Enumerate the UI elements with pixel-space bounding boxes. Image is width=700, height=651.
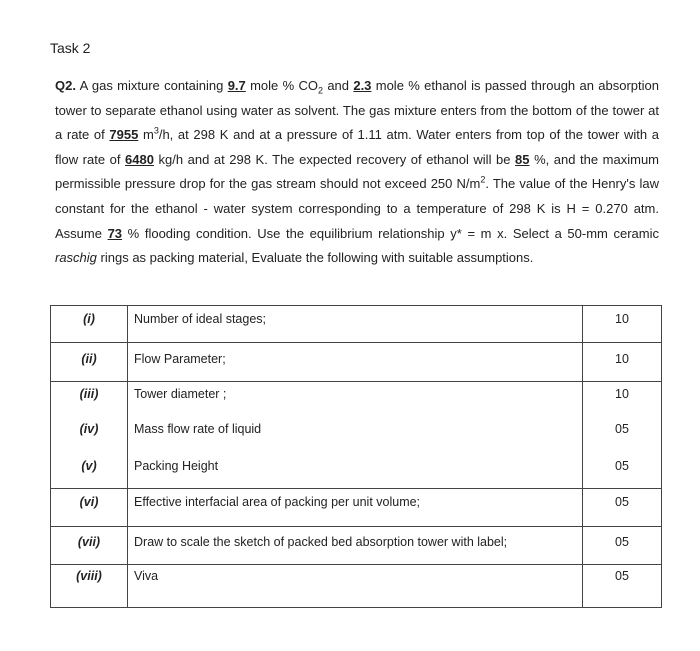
table-row — [51, 565, 662, 608]
table-row — [51, 306, 662, 343]
row-number: (vi) — [51, 489, 128, 527]
row-description: Number of ideal stages; — [128, 306, 583, 343]
row-number: (i) — [51, 306, 128, 343]
row-number: (vii) — [51, 527, 128, 565]
row-marks: 10 — [583, 343, 662, 382]
row-marks: 05 — [583, 527, 662, 565]
task-title: Task 2 — [50, 40, 91, 56]
row-marks: 10 — [583, 382, 662, 416]
table-row — [51, 382, 662, 416]
table-row — [51, 416, 662, 452]
items-table — [50, 305, 662, 608]
flooding-percent: 73 — [107, 225, 123, 241]
ethanol-percent: 2.3 — [353, 78, 372, 93]
row-description: Tower diameter ; — [128, 382, 583, 416]
row-number: (iii) — [51, 382, 128, 416]
row-description: Draw to scale the sketch of packed bed absorption tower with label; — [128, 527, 583, 565]
table-row — [51, 343, 662, 382]
row-marks: 05 — [583, 565, 662, 608]
row-description: Viva — [128, 565, 583, 608]
pressure-drop: 250 — [430, 176, 453, 192]
table-row — [51, 452, 662, 489]
row-description: Packing Height — [128, 452, 583, 489]
question-text: Q2. A gas mixture containing 9.7 mole % $CO_2$ and 2.3 mole % ethanol is passed through an absorption tower to separate ethanol using water as solvent. The gas mixture enters from the bottom of the tower at a rate of 7955 $m^3/h$, at 298 K and at a pressure of 1.11 atm. Water enters from top of the tower with a flow rate of 6480 kg/h and at 298 K. The expected recovery of ethanol will be 85 %, and the maximum permissible pressure drop for the gas stream should not exceed 250 $N/m^2$. The value of the Henry's law constant for the ethanol - water system corresponding to a temperature of 298 K is H = 0.270 atm. Assume 73 % flooding condition. Use the equilibrium relationship y* = m x. Select a 50-mm ceramic raschig rings as packing material, Evaluate the following with suitable assumptions. — [55, 78, 660, 266]
table-row — [51, 489, 662, 527]
co2-percent: 9.7 — [227, 78, 246, 93]
packing-type: raschig — [55, 250, 97, 266]
row-marks: 05 — [583, 452, 662, 489]
row-marks: 10 — [583, 306, 662, 343]
henry-constant: 0.270 — [595, 200, 628, 216]
row-number: (viii) — [51, 565, 128, 608]
row-marks: 05 — [583, 416, 662, 452]
row-description: Effective interfacial area of packing per unit volume; — [128, 489, 583, 527]
liquid-flow-rate: 6480 — [125, 151, 154, 167]
table-row — [51, 527, 662, 565]
recovery-percent: 85 — [515, 151, 530, 167]
question-label: Q2. — [55, 78, 76, 93]
gas-flow-rate: 7955 — [109, 127, 139, 143]
row-number: (ii) — [51, 343, 128, 382]
row-number: (iv) — [51, 416, 128, 452]
row-marks: 05 — [583, 489, 662, 527]
row-description: Mass flow rate of liquid — [128, 416, 583, 452]
row-number: (v) — [51, 452, 128, 489]
gas-pressure: 1.11 — [357, 127, 382, 143]
row-description: Flow Parameter; — [128, 343, 583, 382]
gas-temperature: 298 — [193, 127, 216, 143]
